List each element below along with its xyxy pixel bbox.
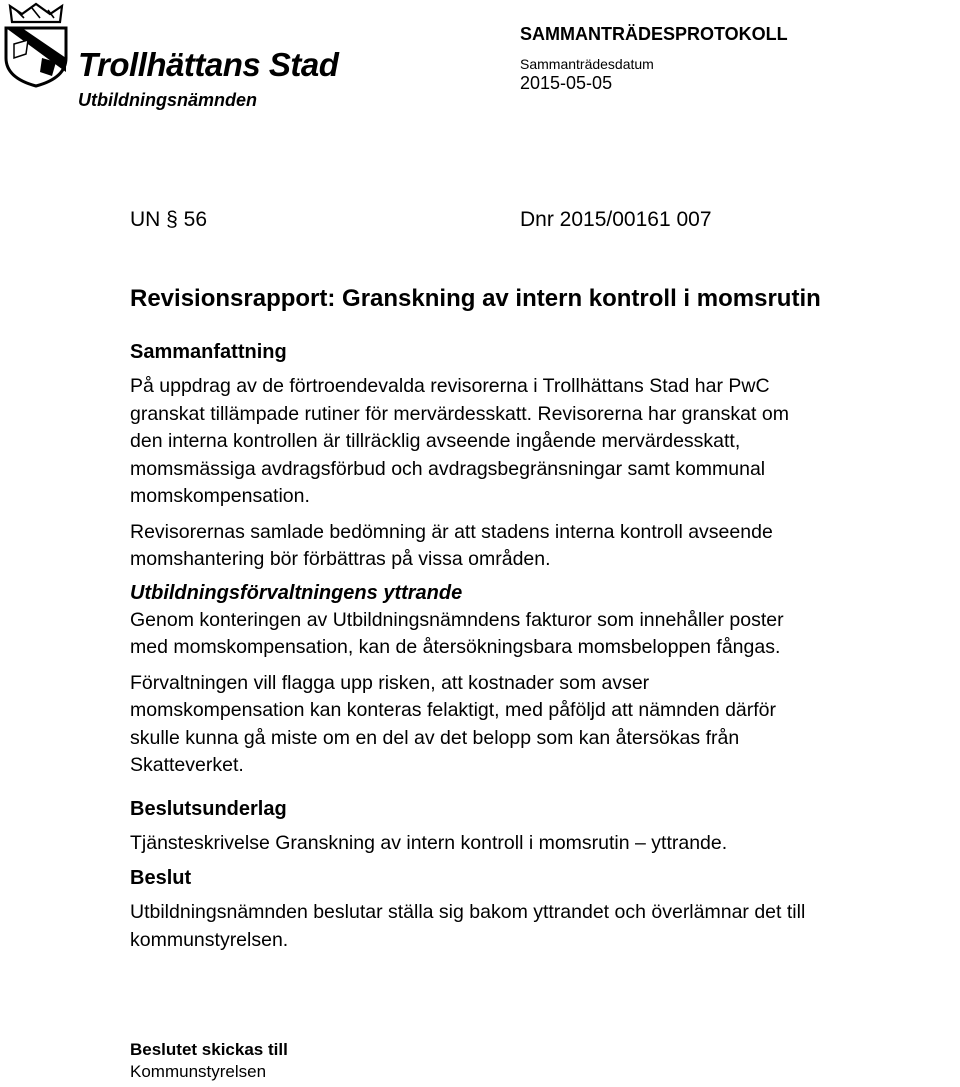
case-number: UN § 56 xyxy=(130,208,208,231)
sent-to-value: Kommunstyrelsen xyxy=(130,1062,267,1081)
summary-paragraph-2: Revisorernas samlade bedömning är att stadens interna kontroll avseende momshantering bör förbättras på vissa områden. xyxy=(130,520,773,570)
organization-name: Trollhättans Stad xyxy=(78,46,339,83)
decision-heading: Beslut xyxy=(130,867,192,889)
crest-shield-icon xyxy=(6,28,66,86)
document-title: Revisionsrapport: Granskning av intern kontroll i momsrutin xyxy=(130,285,821,312)
basis-heading: Beslutsunderlag xyxy=(130,797,287,820)
statement-heading: Utbildningsförvaltningens yttrande xyxy=(130,581,463,604)
document-body xyxy=(130,339,960,962)
statement-paragraph-2: Förvaltningen vill flagga upp risken, att kostnader som avser momskompensation kan konteras felaktigt, med påföljd att nämnden därför skulle kunna gå miste om en del av det belopp som kan återsökas från Skatteverket. xyxy=(130,671,777,776)
document-type: SAMMANTRÄDESPROTOKOLL xyxy=(520,24,788,44)
registration-number: Dnr 2015/00161 007 xyxy=(520,208,712,231)
summary-heading: Sammanfattning xyxy=(130,341,287,363)
meeting-date-value: 2015-05-05 xyxy=(520,73,613,93)
committee-name: Utbildningsnämnden xyxy=(78,90,257,110)
summary-paragraph-1: På uppdrag av de förtroendevalda revisorerna i Trollhättans Stad har PwC granskat tillämpade rutiner för mervärdesskatt. Revisorerna har granskat om den interna kontrollen är tillräcklig avseende ingående mervärdesskatt, momsmässiga avdragsförbud och avdragsbegränsningar samt kommunal momskompensation. xyxy=(130,375,789,507)
statement-paragraph-1: Genom konteringen av Utbildningsnämndens fakturor som innehåller poster med momskompensation, kan de återsökningsbara momsbeloppen fångas. xyxy=(130,608,784,658)
sent-to-heading: Beslutet skickas till xyxy=(130,1040,288,1059)
basis-text: Tjänsteskrivelse Granskning av intern kontroll i momsrutin – yttrande. xyxy=(130,831,728,854)
decision-text: Utbildningsnämnden beslutar ställa sig bakom yttrandet och överlämnar det till kommunstyrelsen. xyxy=(130,901,806,951)
city-crest-logo xyxy=(2,0,70,88)
meeting-date-label: Sammanträdesdatum xyxy=(520,56,654,72)
crest-crown-icon xyxy=(10,4,62,22)
